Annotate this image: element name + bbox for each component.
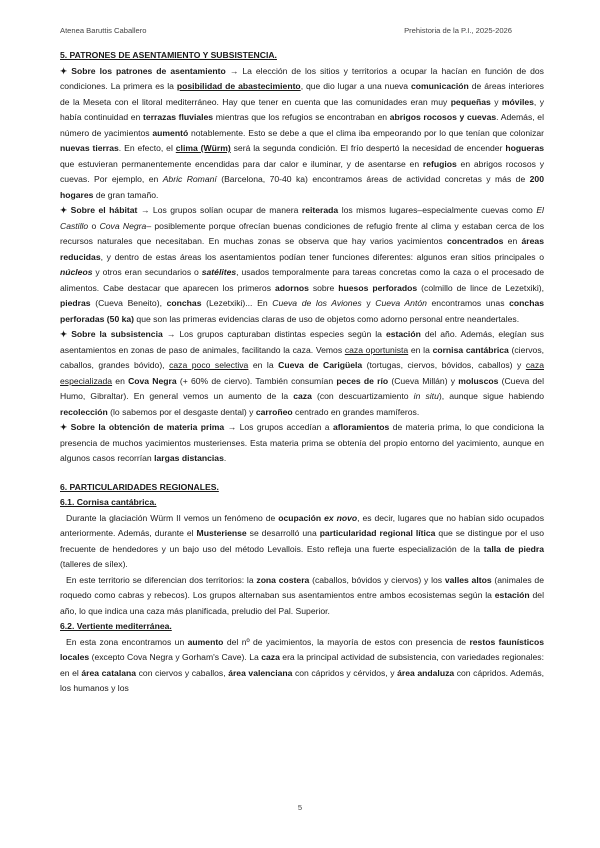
document-body <box>60 48 544 697</box>
text-run: de materia prima, lo que condiciona la presencia de muchos yacimientos musterienses. Esta materia prima se obtenía del propio entorno del yacimiento, aunque en algunos casos recorrían <box>60 422 545 463</box>
text-run: Musteriense <box>196 528 247 538</box>
text-run: carroñeo <box>255 406 293 417</box>
paragraph <box>60 573 544 620</box>
text-run: núcleos <box>60 267 93 277</box>
text-run: concentrados <box>447 236 504 246</box>
text-run: cornisa cantábrica <box>432 344 509 355</box>
page-number: 5 <box>297 803 303 812</box>
text-run: huesos perforados <box>338 282 418 293</box>
text-run: caza oportunista <box>344 344 409 355</box>
text-run: Cueva de Carigüela <box>278 360 363 370</box>
text-run: Los grupos capturaban distintas especies según la <box>175 329 386 339</box>
text-run: , y dentro de estas áreas los asentamientos podían tener funciones diferentes: algunos eran sitios principales o <box>100 251 544 262</box>
text-run: caza especializada <box>60 360 544 386</box>
text-run: comunicación <box>411 81 469 91</box>
text-run: en abrigos rocosos y cuevas. Por ejemplo, en <box>60 158 544 184</box>
header-course: Prehistoria de la P.I., 2025-2026 <box>404 26 512 35</box>
text-run: (+ 60% de ciervo). También consumían <box>176 375 337 386</box>
text-run: ocupación <box>278 512 325 523</box>
page-header <box>60 26 512 35</box>
text-run: clima (Würm) <box>175 143 231 153</box>
text-run: ✦ Sobre la subsistencia → <box>60 329 176 339</box>
text-run: Durante la glaciación Würm II vemos un fenómeno de <box>66 512 279 523</box>
section-6-heading: 6. PARTICULARIDADES REGIONALES. <box>60 481 219 492</box>
text-run: los mismos lugares–especialmente cuevas como <box>338 205 537 215</box>
text-run: aumentó <box>152 127 189 138</box>
text-run: estación <box>385 329 421 339</box>
text-run: ), aunque sigue habiendo <box>438 391 545 401</box>
text-run: posibilidad de abastecimiento <box>176 81 301 91</box>
section-spacer <box>60 467 544 480</box>
text-run: refugios <box>422 158 457 169</box>
text-run: Cova Negra <box>99 220 147 231</box>
text-run: (Lezetxiki)... En <box>201 298 273 308</box>
text-run: Abric Romaní <box>162 174 217 184</box>
text-run: reiterada <box>301 205 339 215</box>
text-run: nuevas tierras <box>60 143 119 153</box>
text-run: del año. Además, elegían sus asentamientos en zonas de paso de animales, facilitando la caza. Vemos <box>60 329 544 355</box>
text-run: y <box>490 96 502 107</box>
text-run: Cova Negra <box>128 375 177 386</box>
paragraph <box>60 64 544 204</box>
text-run: caza <box>261 652 280 662</box>
text-run: notablemente. Esto se debe a que el clima iba empeorando por lo que tenían que colonizar <box>188 127 545 138</box>
text-run: Los grupos accedían a <box>236 422 333 432</box>
text-run: En esta zona encontramos un <box>66 636 188 647</box>
text-run: (Cueva del Humo, Gibraltar). En general vemos un aumento de la <box>60 375 545 401</box>
text-run: área andaluza <box>397 667 455 678</box>
text-run: que estuvieran permanentemente encendidas para dar calor e iluminar, y de asentarse en <box>60 158 423 169</box>
header-author: Atenea Baruttis Caballero <box>60 26 147 35</box>
text-run: adornos <box>274 282 309 293</box>
text-run: (animales de roquedo como cabras y rebecos). Los grupos alternaban sus asentamientos entre ambos ecosistemas según la <box>60 574 544 600</box>
text-run: largas distancias <box>154 453 224 463</box>
text-run: satélites <box>201 267 237 277</box>
text-run: , y había continuidad en <box>60 96 545 122</box>
text-run: , usados temporalmente para tareas concretas como la caza o el procesado de alimentos. Cabe destacar que aparecen los primeros <box>60 267 545 293</box>
text-run: ✦ Sobre el hábitat → <box>60 205 150 215</box>
paragraph <box>60 635 544 697</box>
text-run: pequeñas <box>450 96 491 107</box>
text-run: con ciervos y caballos, <box>136 667 229 678</box>
text-run: caza <box>293 391 312 401</box>
text-run: (Barcelona, 70-40 ka) encontramos áreas de actividad concretas y más de <box>216 174 530 184</box>
text-run: Cueva Antón <box>375 298 427 308</box>
paragraph <box>60 203 544 327</box>
text-run: . Además, el número de yacimientos <box>60 112 544 138</box>
text-run: abrigos rocosos y cuevas <box>389 112 497 122</box>
text-run: sobre <box>308 282 339 293</box>
text-run: caza poco selectiva <box>169 360 249 370</box>
text-run: (talleres de sílex). <box>60 559 128 569</box>
text-run: aumento <box>187 636 224 647</box>
text-run: conchas <box>166 298 202 308</box>
text-run: . En efecto, el <box>118 143 176 153</box>
paragraph <box>60 511 544 573</box>
text-run: afloramientos <box>332 422 390 432</box>
text-run: estación <box>494 590 530 600</box>
text-run: en la <box>248 360 279 370</box>
text-run: será la segunda condición. El frío despertó la necesidad de encender <box>230 143 506 153</box>
text-run: (tortugas, ciervos, bóvidos, caballos) y <box>362 360 526 370</box>
text-run: mientras que los refugios se encontraban en <box>213 112 390 122</box>
text-run: se desarrolló una <box>246 528 320 538</box>
text-run: , es decir, lugares que no habían sido ocupados anteriormente. Además, durante el <box>60 512 544 538</box>
text-run: . <box>223 453 227 463</box>
text-run: moluscos <box>458 375 499 386</box>
text-run: Cueva de los Aviones <box>272 298 362 308</box>
text-run: valles altos <box>444 574 492 585</box>
text-run: y otros eran secundarios o <box>92 267 202 277</box>
text-run: restos faunísticos locales <box>60 636 544 662</box>
text-run: (con descuartizamiento <box>311 391 414 401</box>
text-run: área catalana <box>81 667 137 678</box>
text-run: (ciervos, caballos, grandes bóvido), <box>60 344 544 370</box>
text-run: ✦ Sobre los patrones de asentamiento → <box>60 65 239 76</box>
section-5-heading: 5. PATRONES DE ASENTAMIENTO Y SUBSISTENCIA. <box>60 50 277 60</box>
text-run: El Castillo <box>60 205 544 231</box>
text-run: en <box>112 375 129 386</box>
text-run: del año, lo que indica una caza más planificada, preludio del Pal. Superior. <box>60 590 544 616</box>
subsection-6-1-heading: 6.1. Cornisa cantábrica. <box>60 497 157 507</box>
text-run: con cápridos y cérvidos, y <box>292 667 398 678</box>
text-run: que se distingue por el uso frecuente de hendedores y un bajo uso del método Levallois. Esto refleja una fuerte especialización de la <box>60 528 544 554</box>
text-run: Los grupos solían ocupar de manera <box>149 205 302 215</box>
text-run: ✦ Sobre la obtención de materia prima → <box>60 422 237 432</box>
text-run: hogueras <box>505 143 545 153</box>
text-run: centrado en grandes mamíferos. <box>292 406 420 417</box>
text-run: , que dio lugar a una nueva <box>300 81 412 91</box>
text-run: (colmillo de lince de Lezetxiki), <box>417 282 544 293</box>
text-run: de gran tamaño. <box>93 189 159 200</box>
text-run: con cápridos. Además, los humanos y los <box>60 667 545 693</box>
text-run: (Cueva Beneito), <box>90 298 167 308</box>
text-run: in situ <box>413 391 439 401</box>
subsection-6-2-heading: 6.2. Vertiente mediterránea. <box>60 621 172 631</box>
text-run: particularidad regional lítica <box>319 528 436 538</box>
text-run: de áreas interiores de la Meseta con el litoral mediterráneo. Hay que tener en cuenta que las comunidades eran muy <box>60 81 544 107</box>
text-run: o <box>88 220 100 231</box>
text-run: móviles <box>501 96 534 107</box>
text-run: áreas reducidas <box>60 236 544 262</box>
text-run: (lo sabemos por el desgaste dental) y <box>107 406 256 417</box>
text-run: del nº de yacimientos, la mayoría de estos con presencia de <box>223 636 470 647</box>
text-run: en <box>503 236 522 246</box>
text-run: terrazas fluviales <box>143 112 214 122</box>
paragraph <box>60 420 544 467</box>
text-run: – posiblemente porque ofrecían buenas condiciones de refugio frente al clima y estaban cerca de los recursos naturales que necesitaban. En muchas zonas se observa que hay varios yacimientos <box>60 220 545 246</box>
paragraph <box>60 327 544 420</box>
text-run: era la principal actividad de subsistencia, con variedades regionales: en el <box>60 652 544 678</box>
text-run: piedras <box>60 298 91 308</box>
text-run: En este territorio se diferencian dos territorios: la <box>66 574 257 585</box>
text-run: zona costera <box>256 574 310 585</box>
text-run: (caballos, bóvidos y ciervos) y los <box>309 574 445 585</box>
text-run: recolección <box>60 406 108 417</box>
text-run: ex novo <box>324 512 358 523</box>
text-run: conchas perforadas (50 ka) <box>60 298 545 324</box>
text-run: área valenciana <box>228 667 293 678</box>
text-run: que son las primeras evidencias claras de uso de objetos como adorno personal entre neandertales. <box>134 313 520 324</box>
text-run: peces de río <box>336 375 389 386</box>
text-run: La elección de los sitios y territorios a ocupar la hacían en función de dos condiciones. La primera es la <box>60 65 544 91</box>
text-run: encontramos unas <box>426 298 510 308</box>
text-run: (Cueva Millán) y <box>388 375 459 386</box>
text-run: (excepto Cova Negra y Gorham's Cave). La <box>89 652 262 662</box>
text-run: 200 hogares <box>60 174 544 200</box>
text-run: y <box>361 298 376 308</box>
text-run: en la <box>408 344 433 355</box>
text-run: talla de piedra <box>483 543 544 554</box>
